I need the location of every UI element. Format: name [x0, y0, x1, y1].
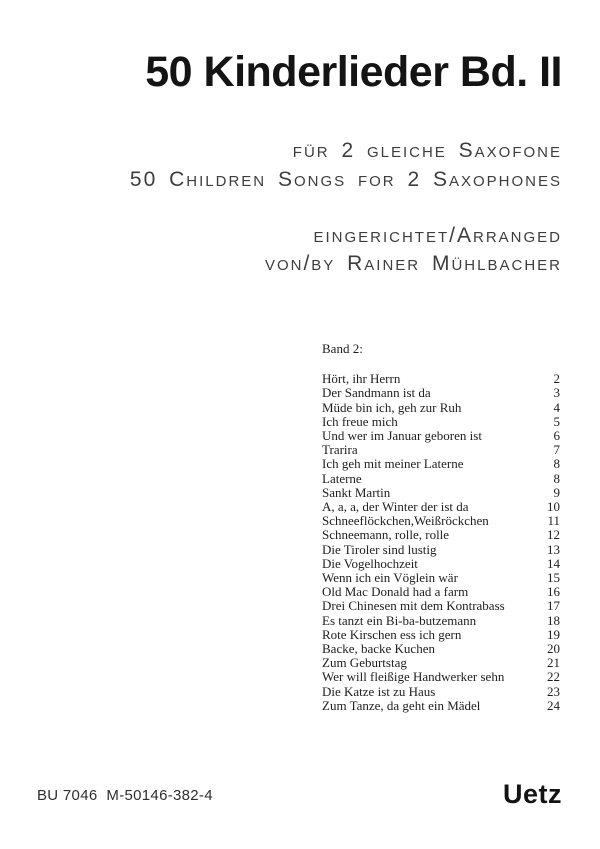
toc-entry-title: Wer will fleißige Handwerker sehn — [322, 669, 505, 685]
toc-entry-page: 20 — [547, 641, 560, 657]
toc-entry-page: 12 — [547, 527, 560, 543]
arranger-line-role: eingerichtet/Arranged — [313, 224, 562, 247]
toc-entry-page: 5 — [553, 413, 560, 429]
toc-entry-page: 18 — [547, 612, 560, 628]
toc-entry — [322, 614, 560, 628]
toc-heading: Band 2: — [322, 341, 363, 356]
toc-entry-title: Ich freue mich — [322, 413, 398, 429]
toc-entry — [322, 642, 560, 656]
toc-entry-title: Die Katze ist zu Haus — [322, 683, 436, 699]
toc-entry — [322, 472, 560, 486]
toc-entry-title: Der Sandmann ist da — [322, 385, 431, 401]
toc-entry-page: 11 — [547, 513, 560, 529]
toc-entry-page: 8 — [553, 456, 560, 472]
toc-entry — [322, 415, 560, 429]
toc-entry-page: 6 — [553, 428, 560, 444]
toc-entry-page: 16 — [547, 584, 560, 600]
toc-entry-page: 13 — [547, 541, 560, 557]
toc-entry — [322, 557, 560, 571]
toc-list — [322, 372, 560, 713]
toc-entry-title: Zum Geburtstag — [322, 655, 407, 671]
toc-entry-title: Zum Tanze, da geht ein Mädel — [322, 697, 481, 713]
publisher-logo: Uetz — [502, 779, 562, 809]
toc-entry — [322, 699, 560, 713]
toc-entry-page: 19 — [547, 626, 560, 642]
toc-entry-page: 17 — [547, 598, 560, 614]
subtitle-line-english: 50 Children Songs for 2 Saxophones — [129, 168, 562, 191]
toc-entry — [322, 401, 560, 415]
toc-entry-title: Trarira — [322, 442, 358, 458]
toc-entry — [322, 429, 560, 443]
toc-entry-page: 9 — [553, 484, 560, 500]
toc-entry — [322, 372, 560, 386]
toc-entry — [322, 443, 560, 457]
toc-entry-page: 8 — [553, 470, 560, 486]
toc-entry-title: Die Vogelhochzeit — [322, 555, 418, 571]
toc-entry-title: Es tanzt ein Bi-ba-butzemann — [322, 612, 477, 628]
subtitle-line-german: für 2 gleiche Saxofone — [292, 139, 562, 162]
toc-entry-title: Schneeflöckchen,Weißröckchen — [322, 513, 489, 529]
toc-entry — [322, 571, 560, 585]
toc-entry-title: A, a, a, der Winter der ist da — [322, 499, 469, 515]
toc-entry-title: Backe, backe Kuchen — [322, 641, 435, 657]
toc-entry-page: 10 — [547, 499, 560, 515]
toc-entry-title: Schneemann, rolle, rolle — [322, 527, 450, 543]
toc-entry-title: Die Tiroler sind lustig — [322, 541, 437, 557]
toc-entry-title: Ich geh mit meiner Laterne — [322, 456, 464, 472]
toc-entry — [322, 500, 560, 514]
toc-entry-page: 3 — [553, 385, 560, 401]
toc-entry — [322, 457, 560, 471]
toc-entry-page: 22 — [547, 669, 560, 685]
toc-entry — [322, 656, 560, 670]
toc-entry-page: 2 — [553, 371, 560, 387]
toc-entry-title: Wenn ich ein Vöglein wär — [322, 570, 458, 586]
toc-entry — [322, 628, 560, 642]
arranger-credit — [265, 222, 562, 278]
toc-entry-title: Laterne — [322, 470, 362, 486]
toc-entry-page: 15 — [547, 570, 560, 586]
toc-entry-title: Sankt Martin — [322, 484, 391, 500]
toc-entry — [322, 585, 560, 599]
toc-entry-page: 24 — [547, 697, 560, 713]
toc-entry-title: Hört, ihr Herrn — [322, 371, 401, 387]
toc-entry-title: Rote Kirschen ess ich gern — [322, 626, 462, 642]
toc-entry — [322, 599, 560, 613]
toc-entry — [322, 670, 560, 684]
toc-entry-title: Old Mac Donald had a farm — [322, 584, 469, 600]
toc-entry-page: 23 — [547, 683, 560, 699]
toc-entry — [322, 528, 560, 542]
toc-entry-title: Und wer im Januar geboren ist — [322, 428, 482, 444]
toc-entry-page: 14 — [547, 555, 560, 571]
toc-entry — [322, 386, 560, 400]
toc-entry-page: 4 — [553, 399, 560, 415]
table-of-contents — [322, 342, 560, 713]
page-title: 50 Kinderlieder Bd. II — [145, 48, 562, 96]
toc-entry-title: Drei Chinesen mit dem Kontrabass — [322, 598, 505, 614]
toc-entry — [322, 685, 560, 699]
toc-entry — [322, 514, 560, 528]
toc-entry — [322, 543, 560, 557]
toc-entry-page: 7 — [553, 442, 560, 458]
arranger-line-name: von/by Rainer Mühlbacher — [264, 252, 562, 275]
subtitle — [130, 136, 562, 194]
toc-entry-page: 21 — [547, 655, 560, 671]
toc-entry — [322, 486, 560, 500]
toc-entry-title: Müde bin ich, geh zur Ruh — [322, 399, 462, 415]
catalog-number: BU 7046 M-50146-382-4 — [37, 787, 213, 804]
